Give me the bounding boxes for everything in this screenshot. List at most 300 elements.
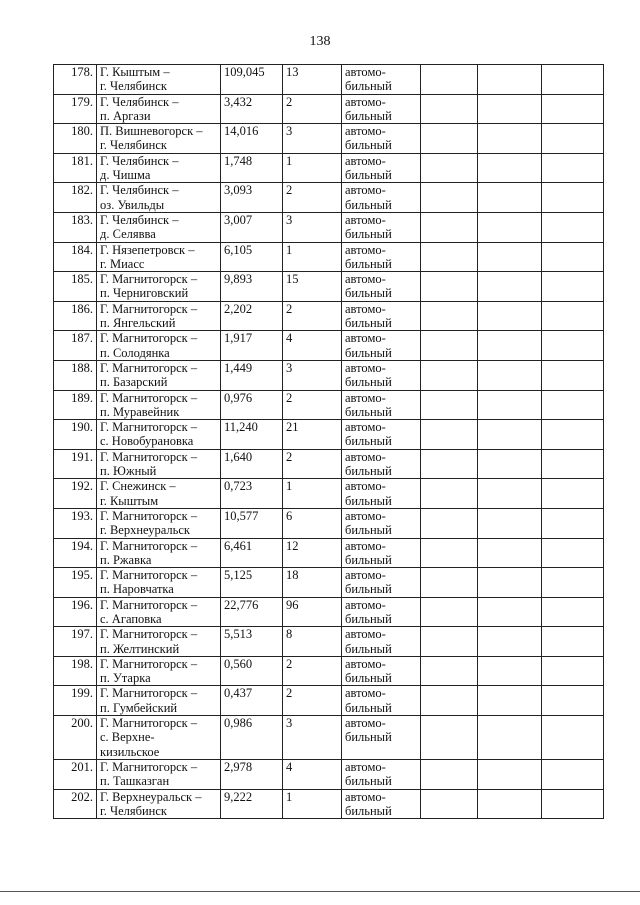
row-number: 198.	[54, 656, 97, 686]
empty-cell	[478, 479, 542, 509]
transport-type-line: бильный	[345, 671, 392, 686]
empty-cell	[542, 94, 604, 124]
transport-type-line: бильный	[345, 168, 392, 183]
route-name	[97, 272, 221, 302]
empty-cell	[421, 272, 478, 302]
route-name-line: Г. Магнитогорск –	[100, 759, 198, 774]
route-name	[97, 153, 221, 183]
trip-count: 2	[283, 449, 342, 479]
route-name-line: Г. Магнитогорск –	[100, 420, 198, 435]
route-length: 6,105	[221, 242, 283, 272]
trip-count: 4	[283, 759, 342, 789]
empty-cell	[542, 360, 604, 390]
table-row	[54, 449, 604, 479]
route-name-line: г. Челябинск	[100, 79, 167, 94]
empty-cell	[478, 508, 542, 538]
transport-type	[342, 183, 421, 213]
empty-cell	[542, 331, 604, 361]
route-name-line: Г. Магнитогорск –	[100, 449, 198, 464]
row-number: 194.	[54, 538, 97, 568]
empty-cell	[421, 65, 478, 95]
transport-type-line: бильный	[345, 404, 392, 419]
transport-type	[342, 538, 421, 568]
transport-type	[342, 597, 421, 627]
row-number: 182.	[54, 183, 97, 213]
transport-type	[342, 759, 421, 789]
route-name-line: г. Кыштым	[100, 493, 159, 508]
row-number: 188.	[54, 360, 97, 390]
table-row	[54, 789, 604, 819]
empty-cell	[421, 538, 478, 568]
route-name-line: Г. Магнитогорск –	[100, 686, 198, 701]
empty-cell	[542, 65, 604, 95]
route-name	[97, 331, 221, 361]
table-row	[54, 212, 604, 242]
empty-cell	[478, 124, 542, 154]
table-row	[54, 597, 604, 627]
empty-cell	[421, 716, 478, 760]
transport-type-line: бильный	[345, 197, 392, 212]
route-name-line: д. Чишма	[100, 168, 151, 183]
table-row	[54, 242, 604, 272]
row-number: 192.	[54, 479, 97, 509]
route-name-line: п. Гумбейский	[100, 700, 178, 715]
transport-type	[342, 479, 421, 509]
route-name-line: д. Селявва	[100, 227, 156, 242]
route-name-line: Г. Магнитогорск –	[100, 538, 198, 553]
transport-type-line: бильный	[345, 730, 392, 745]
route-name-line: п. Муравейник	[100, 404, 180, 419]
transport-type	[342, 272, 421, 302]
route-name-line: Г. Кыштым –	[100, 65, 170, 79]
transport-type	[342, 65, 421, 95]
transport-type-line: бильный	[345, 316, 392, 331]
transport-type	[342, 716, 421, 760]
transport-type-line: автомо-	[345, 716, 386, 731]
route-name-line: Г. Челябинск –	[100, 183, 179, 198]
route-name-line: п. Наровчатка	[100, 582, 174, 597]
table-row	[54, 716, 604, 760]
empty-cell	[421, 789, 478, 819]
transport-type-line: автомо-	[345, 331, 386, 346]
trip-count: 12	[283, 538, 342, 568]
route-name	[97, 449, 221, 479]
trip-count: 1	[283, 242, 342, 272]
transport-type-line: автомо-	[345, 153, 386, 168]
table-row	[54, 360, 604, 390]
trip-count: 18	[283, 568, 342, 598]
transport-type-line: бильный	[345, 227, 392, 242]
transport-type-line: автомо-	[345, 183, 386, 198]
route-name-line: п. Желтинский	[100, 641, 180, 656]
empty-cell	[542, 627, 604, 657]
transport-type	[342, 301, 421, 331]
empty-cell	[542, 538, 604, 568]
transport-type-line: автомо-	[345, 538, 386, 553]
table-row	[54, 153, 604, 183]
empty-cell	[478, 597, 542, 627]
transport-type	[342, 568, 421, 598]
route-name-line: Г. Магнитогорск –	[100, 301, 198, 316]
transport-type-line: автомо-	[345, 420, 386, 435]
route-name	[97, 301, 221, 331]
route-name-line: п. Янгельский	[100, 316, 176, 331]
route-name-line: кизильское	[100, 744, 160, 759]
transport-type	[342, 686, 421, 716]
transport-type-line: бильный	[345, 774, 392, 789]
empty-cell	[421, 360, 478, 390]
route-length: 1,449	[221, 360, 283, 390]
empty-cell	[421, 508, 478, 538]
transport-type	[342, 789, 421, 819]
route-name	[97, 597, 221, 627]
table-row	[54, 420, 604, 450]
route-length: 0,437	[221, 686, 283, 716]
route-name-line: Г. Магнитогорск –	[100, 508, 198, 523]
empty-cell	[542, 716, 604, 760]
row-number: 180.	[54, 124, 97, 154]
empty-cell	[478, 789, 542, 819]
empty-cell	[542, 508, 604, 538]
route-name-line: г. Челябинск	[100, 803, 167, 818]
trip-count: 2	[283, 656, 342, 686]
empty-cell	[478, 360, 542, 390]
empty-cell	[478, 272, 542, 302]
empty-cell	[421, 331, 478, 361]
empty-cell	[478, 568, 542, 598]
row-number: 190.	[54, 420, 97, 450]
row-number: 181.	[54, 153, 97, 183]
table-row	[54, 627, 604, 657]
table-row	[54, 479, 604, 509]
trip-count: 96	[283, 597, 342, 627]
route-name-line: Г. Магнитогорск –	[100, 627, 198, 642]
route-length: 0,976	[221, 390, 283, 420]
route-length: 0,560	[221, 656, 283, 686]
row-number: 187.	[54, 331, 97, 361]
transport-type-line: автомо-	[345, 449, 386, 464]
row-number: 189.	[54, 390, 97, 420]
transport-type-line: бильный	[345, 108, 392, 123]
route-length: 1,640	[221, 449, 283, 479]
transport-type-line: бильный	[345, 523, 392, 538]
empty-cell	[478, 716, 542, 760]
empty-cell	[421, 153, 478, 183]
transport-type-line: бильный	[345, 345, 392, 360]
empty-cell	[542, 789, 604, 819]
transport-type	[342, 331, 421, 361]
row-number: 186.	[54, 301, 97, 331]
route-name-line: Г. Магнитогорск –	[100, 390, 198, 405]
transport-type-line: автомо-	[345, 272, 386, 287]
table-row	[54, 568, 604, 598]
trip-count: 3	[283, 360, 342, 390]
route-length: 11,240	[221, 420, 283, 450]
route-name-line: оз. Увильды	[100, 197, 165, 212]
transport-type-line: бильный	[345, 641, 392, 656]
empty-cell	[478, 656, 542, 686]
route-length: 22,776	[221, 597, 283, 627]
route-name	[97, 94, 221, 124]
empty-cell	[542, 301, 604, 331]
route-name	[97, 360, 221, 390]
transport-type-line: бильный	[345, 611, 392, 626]
empty-cell	[421, 242, 478, 272]
table-row	[54, 94, 604, 124]
route-length: 14,016	[221, 124, 283, 154]
route-name-line: с. Агаповка	[100, 611, 162, 626]
empty-cell	[421, 479, 478, 509]
route-name-line: п. Базарский	[100, 375, 168, 390]
transport-type-line: автомо-	[345, 686, 386, 701]
empty-cell	[421, 568, 478, 598]
route-name-line: п. Утарка	[100, 671, 151, 686]
transport-type	[342, 449, 421, 479]
transport-type-line: автомо-	[345, 508, 386, 523]
transport-type-line: автомо-	[345, 212, 386, 227]
empty-cell	[478, 153, 542, 183]
route-length: 0,986	[221, 716, 283, 760]
empty-cell	[478, 449, 542, 479]
transport-type-line: бильный	[345, 493, 392, 508]
row-number: 191.	[54, 449, 97, 479]
empty-cell	[542, 449, 604, 479]
route-length: 109,045	[221, 65, 283, 95]
empty-cell	[478, 420, 542, 450]
transport-type	[342, 627, 421, 657]
route-name-line: Г. Магнитогорск –	[100, 272, 198, 287]
empty-cell	[478, 65, 542, 95]
transport-type	[342, 212, 421, 242]
transport-type-line: бильный	[345, 256, 392, 271]
empty-cell	[421, 183, 478, 213]
route-name	[97, 242, 221, 272]
table-row	[54, 759, 604, 789]
routes-table	[53, 64, 604, 819]
empty-cell	[542, 153, 604, 183]
transport-type	[342, 656, 421, 686]
route-name-line: п. Аргази	[100, 108, 151, 123]
empty-cell	[421, 656, 478, 686]
transport-type-line: автомо-	[345, 479, 386, 494]
trip-count: 13	[283, 65, 342, 95]
transport-type	[342, 153, 421, 183]
trip-count: 2	[283, 301, 342, 331]
route-name-line: П. Вишневогорск –	[100, 124, 203, 139]
empty-cell	[478, 301, 542, 331]
transport-type-line: автомо-	[345, 759, 386, 774]
route-length: 6,461	[221, 538, 283, 568]
transport-type-line: автомо-	[345, 627, 386, 642]
trip-count: 1	[283, 789, 342, 819]
row-number: 195.	[54, 568, 97, 598]
trip-count: 2	[283, 390, 342, 420]
transport-type-line: автомо-	[345, 390, 386, 405]
empty-cell	[478, 183, 542, 213]
empty-cell	[421, 301, 478, 331]
route-name	[97, 656, 221, 686]
route-name	[97, 627, 221, 657]
table-row	[54, 390, 604, 420]
row-number: 179.	[54, 94, 97, 124]
route-name-line: Г. Магнитогорск –	[100, 656, 198, 671]
row-number: 199.	[54, 686, 97, 716]
route-name	[97, 420, 221, 450]
transport-type	[342, 420, 421, 450]
trip-count: 1	[283, 479, 342, 509]
trip-count: 6	[283, 508, 342, 538]
transport-type-line: бильный	[345, 286, 392, 301]
route-name-line: п. Черниговский	[100, 286, 189, 301]
empty-cell	[542, 420, 604, 450]
trip-count: 15	[283, 272, 342, 302]
transport-type-line: автомо-	[345, 568, 386, 583]
trip-count: 3	[283, 124, 342, 154]
trip-count: 1	[283, 153, 342, 183]
route-length: 9,222	[221, 789, 283, 819]
empty-cell	[421, 627, 478, 657]
row-number: 185.	[54, 272, 97, 302]
route-length: 3,007	[221, 212, 283, 242]
route-name-line: п. Ташказган	[100, 774, 170, 789]
empty-cell	[542, 390, 604, 420]
empty-cell	[421, 212, 478, 242]
table-row	[54, 686, 604, 716]
transport-type	[342, 94, 421, 124]
route-name-line: п. Солодянка	[100, 345, 170, 360]
route-length: 0,723	[221, 479, 283, 509]
route-name-line: г. Миасс	[100, 256, 145, 271]
trip-count: 4	[283, 331, 342, 361]
bottom-divider	[0, 891, 640, 892]
empty-cell	[542, 759, 604, 789]
transport-type	[342, 242, 421, 272]
route-name	[97, 183, 221, 213]
trip-count: 8	[283, 627, 342, 657]
transport-type-line: бильный	[345, 138, 392, 153]
empty-cell	[421, 597, 478, 627]
empty-cell	[421, 420, 478, 450]
empty-cell	[542, 212, 604, 242]
table-row	[54, 301, 604, 331]
transport-type	[342, 390, 421, 420]
empty-cell	[421, 686, 478, 716]
route-length: 2,978	[221, 759, 283, 789]
row-number: 201.	[54, 759, 97, 789]
empty-cell	[478, 94, 542, 124]
transport-type	[342, 508, 421, 538]
route-name	[97, 508, 221, 538]
empty-cell	[478, 759, 542, 789]
empty-cell	[478, 686, 542, 716]
table-row	[54, 508, 604, 538]
empty-cell	[421, 759, 478, 789]
route-length: 1,917	[221, 331, 283, 361]
empty-cell	[542, 124, 604, 154]
table-row	[54, 272, 604, 302]
trip-count: 3	[283, 716, 342, 760]
row-number: 202.	[54, 789, 97, 819]
route-name-line: г. Верхнеуральск	[100, 523, 190, 538]
transport-type-line: автомо-	[345, 242, 386, 257]
empty-cell	[478, 331, 542, 361]
empty-cell	[478, 390, 542, 420]
empty-cell	[542, 656, 604, 686]
empty-cell	[421, 449, 478, 479]
route-name-line: г. Челябинск	[100, 138, 167, 153]
routes-table-body	[54, 65, 604, 819]
empty-cell	[421, 124, 478, 154]
row-number: 196.	[54, 597, 97, 627]
row-number: 193.	[54, 508, 97, 538]
empty-cell	[478, 242, 542, 272]
table-row	[54, 331, 604, 361]
route-length: 5,513	[221, 627, 283, 657]
empty-cell	[542, 686, 604, 716]
transport-type	[342, 360, 421, 390]
row-number: 178.	[54, 65, 97, 95]
transport-type-line: бильный	[345, 582, 392, 597]
empty-cell	[542, 597, 604, 627]
empty-cell	[542, 183, 604, 213]
empty-cell	[478, 627, 542, 657]
route-name	[97, 716, 221, 760]
route-length: 10,577	[221, 508, 283, 538]
empty-cell	[478, 538, 542, 568]
table-row	[54, 656, 604, 686]
page-number: 138	[309, 34, 331, 49]
route-name-line: Г. Магнитогорск –	[100, 568, 198, 583]
route-name-line: Г. Магнитогорск –	[100, 597, 198, 612]
route-name-line: Г. Челябинск –	[100, 212, 179, 227]
transport-type-line: бильный	[345, 375, 392, 390]
route-name-line: Г. Магнитогорск –	[100, 716, 198, 731]
route-name	[97, 212, 221, 242]
route-name-line: Г. Челябинск –	[100, 153, 179, 168]
route-name-line: Г. Верхнеуральск –	[100, 789, 202, 804]
route-length: 2,202	[221, 301, 283, 331]
route-name-line: Г. Магнитогорск –	[100, 331, 198, 346]
route-name	[97, 789, 221, 819]
row-number: 200.	[54, 716, 97, 760]
route-length: 1,748	[221, 153, 283, 183]
route-name	[97, 479, 221, 509]
transport-type-line: автомо-	[345, 94, 386, 109]
route-name	[97, 686, 221, 716]
route-length: 3,093	[221, 183, 283, 213]
transport-type-line: бильный	[345, 552, 392, 567]
route-name-line: с. Новобурановка	[100, 434, 194, 449]
empty-cell	[542, 272, 604, 302]
row-number: 197.	[54, 627, 97, 657]
transport-type-line: автомо-	[345, 124, 386, 139]
route-name	[97, 65, 221, 95]
route-name-line: Г. Нязепетровск –	[100, 242, 195, 257]
route-length: 5,125	[221, 568, 283, 598]
empty-cell	[478, 212, 542, 242]
trip-count: 2	[283, 183, 342, 213]
transport-type-line: автомо-	[345, 789, 386, 804]
trip-count: 2	[283, 686, 342, 716]
transport-type-line: бильный	[345, 464, 392, 479]
table-row	[54, 65, 604, 95]
route-name-line: Г. Челябинск –	[100, 94, 179, 109]
empty-cell	[421, 390, 478, 420]
trip-count: 3	[283, 212, 342, 242]
route-name-line: Г. Магнитогорск –	[100, 360, 198, 375]
trip-count: 2	[283, 94, 342, 124]
transport-type-line: бильный	[345, 803, 392, 818]
